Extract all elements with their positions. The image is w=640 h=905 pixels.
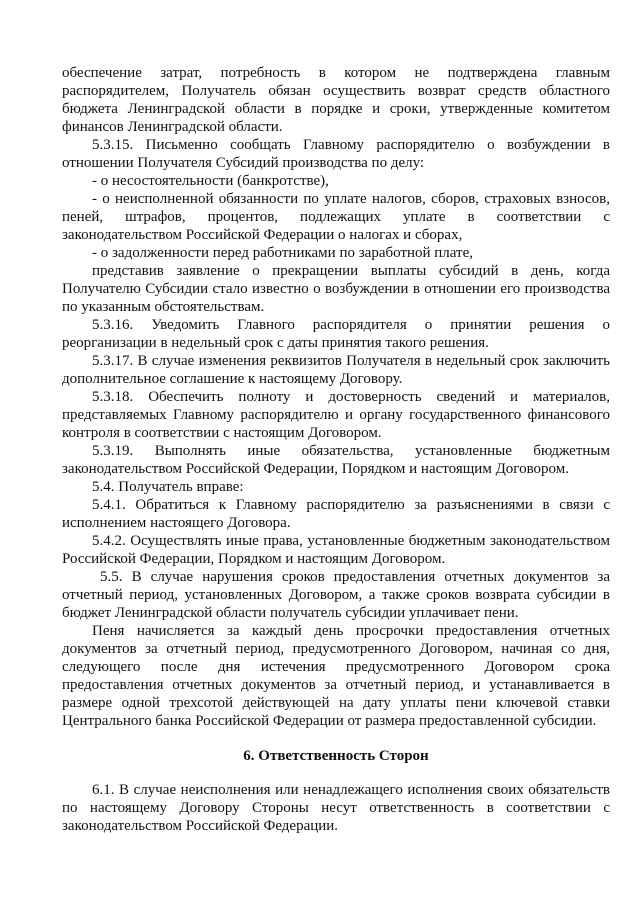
body-line: 5.3.15. Письменно сообщать Главному распорядителю о возбуждении в <box>92 137 610 153</box>
list-item: - о задолженности перед работниками по заработной плате, <box>92 245 474 261</box>
body-line: распорядителем, Получатель обязан осуществить возврат средств областного <box>62 83 610 99</box>
body-line: 5.3.17. В случае изменения реквизитов Получателя в недельный срок заключить <box>92 353 610 369</box>
body-line: Центрального банка Российской Федерации от размера предоставленной субсидии. <box>62 713 597 729</box>
body-line: дополнительное соглашение к настоящему Договору. <box>62 371 403 387</box>
body-line: финансов Ленинградской области. <box>62 119 283 135</box>
body-line: 6.1. В случае неисполнения или ненадлежащего исполнения своих обязательств <box>92 782 610 798</box>
list-item: - о несостоятельности (банкротстве), <box>92 173 329 189</box>
body-line: по настоящему Договору Стороны несут ответственность в соответствии с <box>62 800 610 816</box>
body-line: документов за отчетный период, предусмотренного Договором, начиная со дня, <box>62 641 610 657</box>
body-line: законодательством Российской Федерации о налогах и сборах, <box>62 227 463 243</box>
body-line: 5.3.19. Выполнять иные обязательства, установленные бюджетным <box>92 443 610 459</box>
body-line: 5.5. В случае нарушения сроков предоставления отчетных документов за <box>100 569 610 585</box>
body-line: предоставления отчетных документов за отчетный период, и устанавливается в <box>62 677 610 693</box>
body-line: Получателю Субсидии стало известно о возбуждении в отношении его производства <box>62 281 610 297</box>
body-line: Российской Федерации, Порядком и настоящим Договором. <box>62 551 446 567</box>
body-line: пеней, штрафов, процентов, подлежащих уплате в соответствии с <box>62 209 610 225</box>
body-line: 5.4.1. Обратиться к Главному распорядителю за разъяснениями в связи с <box>92 497 610 513</box>
list-item: - о неисполненной обязанности по уплате налогов, сборов, страховых взносов, <box>92 191 610 207</box>
body-line: отчетный период, установленных Договором, а также сроков возврата субсидии в <box>62 587 610 603</box>
body-line: 5.3.18. Обеспечить полноту и достоверность сведений и материалов, <box>92 389 610 405</box>
section-heading: 6. Ответственность Сторон <box>243 748 429 764</box>
body-line: контроля в соответствии с настоящим Договором. <box>62 425 382 441</box>
body-line: бюджета Ленинградской области в порядке и сроки, утвержденные комитетом <box>62 101 610 117</box>
body-line: 5.4. Получатель вправе: <box>92 479 244 495</box>
body-line: следующего после дня истечения предусмотренного Договором срока <box>62 659 610 675</box>
body-line: исполнением настоящего Договора. <box>62 515 291 531</box>
body-line: законодательством Российской Федерации, Порядком и настоящим Договором. <box>62 461 570 477</box>
body-line: размере одной трехсотой действующей на дату уплаты пени ключевой ставки <box>62 695 610 711</box>
body-line: представив заявление о прекращении выплаты субсидий в день, когда <box>92 263 610 279</box>
body-line: реорганизации в недельный срок с даты принятия такого решения. <box>62 335 489 351</box>
body-line: отношении Получателя Субсидий производства по делу: <box>62 155 425 171</box>
body-line: обеспечение затрат, потребность в котором не подтверждена главным <box>62 65 610 81</box>
body-line: законодательством Российской Федерации. <box>62 818 339 834</box>
body-line: бюджет Ленинградской области получатель субсидии уплачивает пени. <box>62 605 519 621</box>
body-line: по указанным обстоятельствам. <box>62 299 265 315</box>
body-line: 5.3.16. Уведомить Главного распорядителя о принятии решения о <box>92 317 610 333</box>
body-line: 5.4.2. Осуществлять иные права, установленные бюджетным законодательством <box>92 533 610 549</box>
body-line: Пеня начисляется за каждый день просрочки предоставления отчетных <box>92 623 610 639</box>
body-line: представляемых Главному распорядителю и органу государственного финансового <box>62 407 610 423</box>
